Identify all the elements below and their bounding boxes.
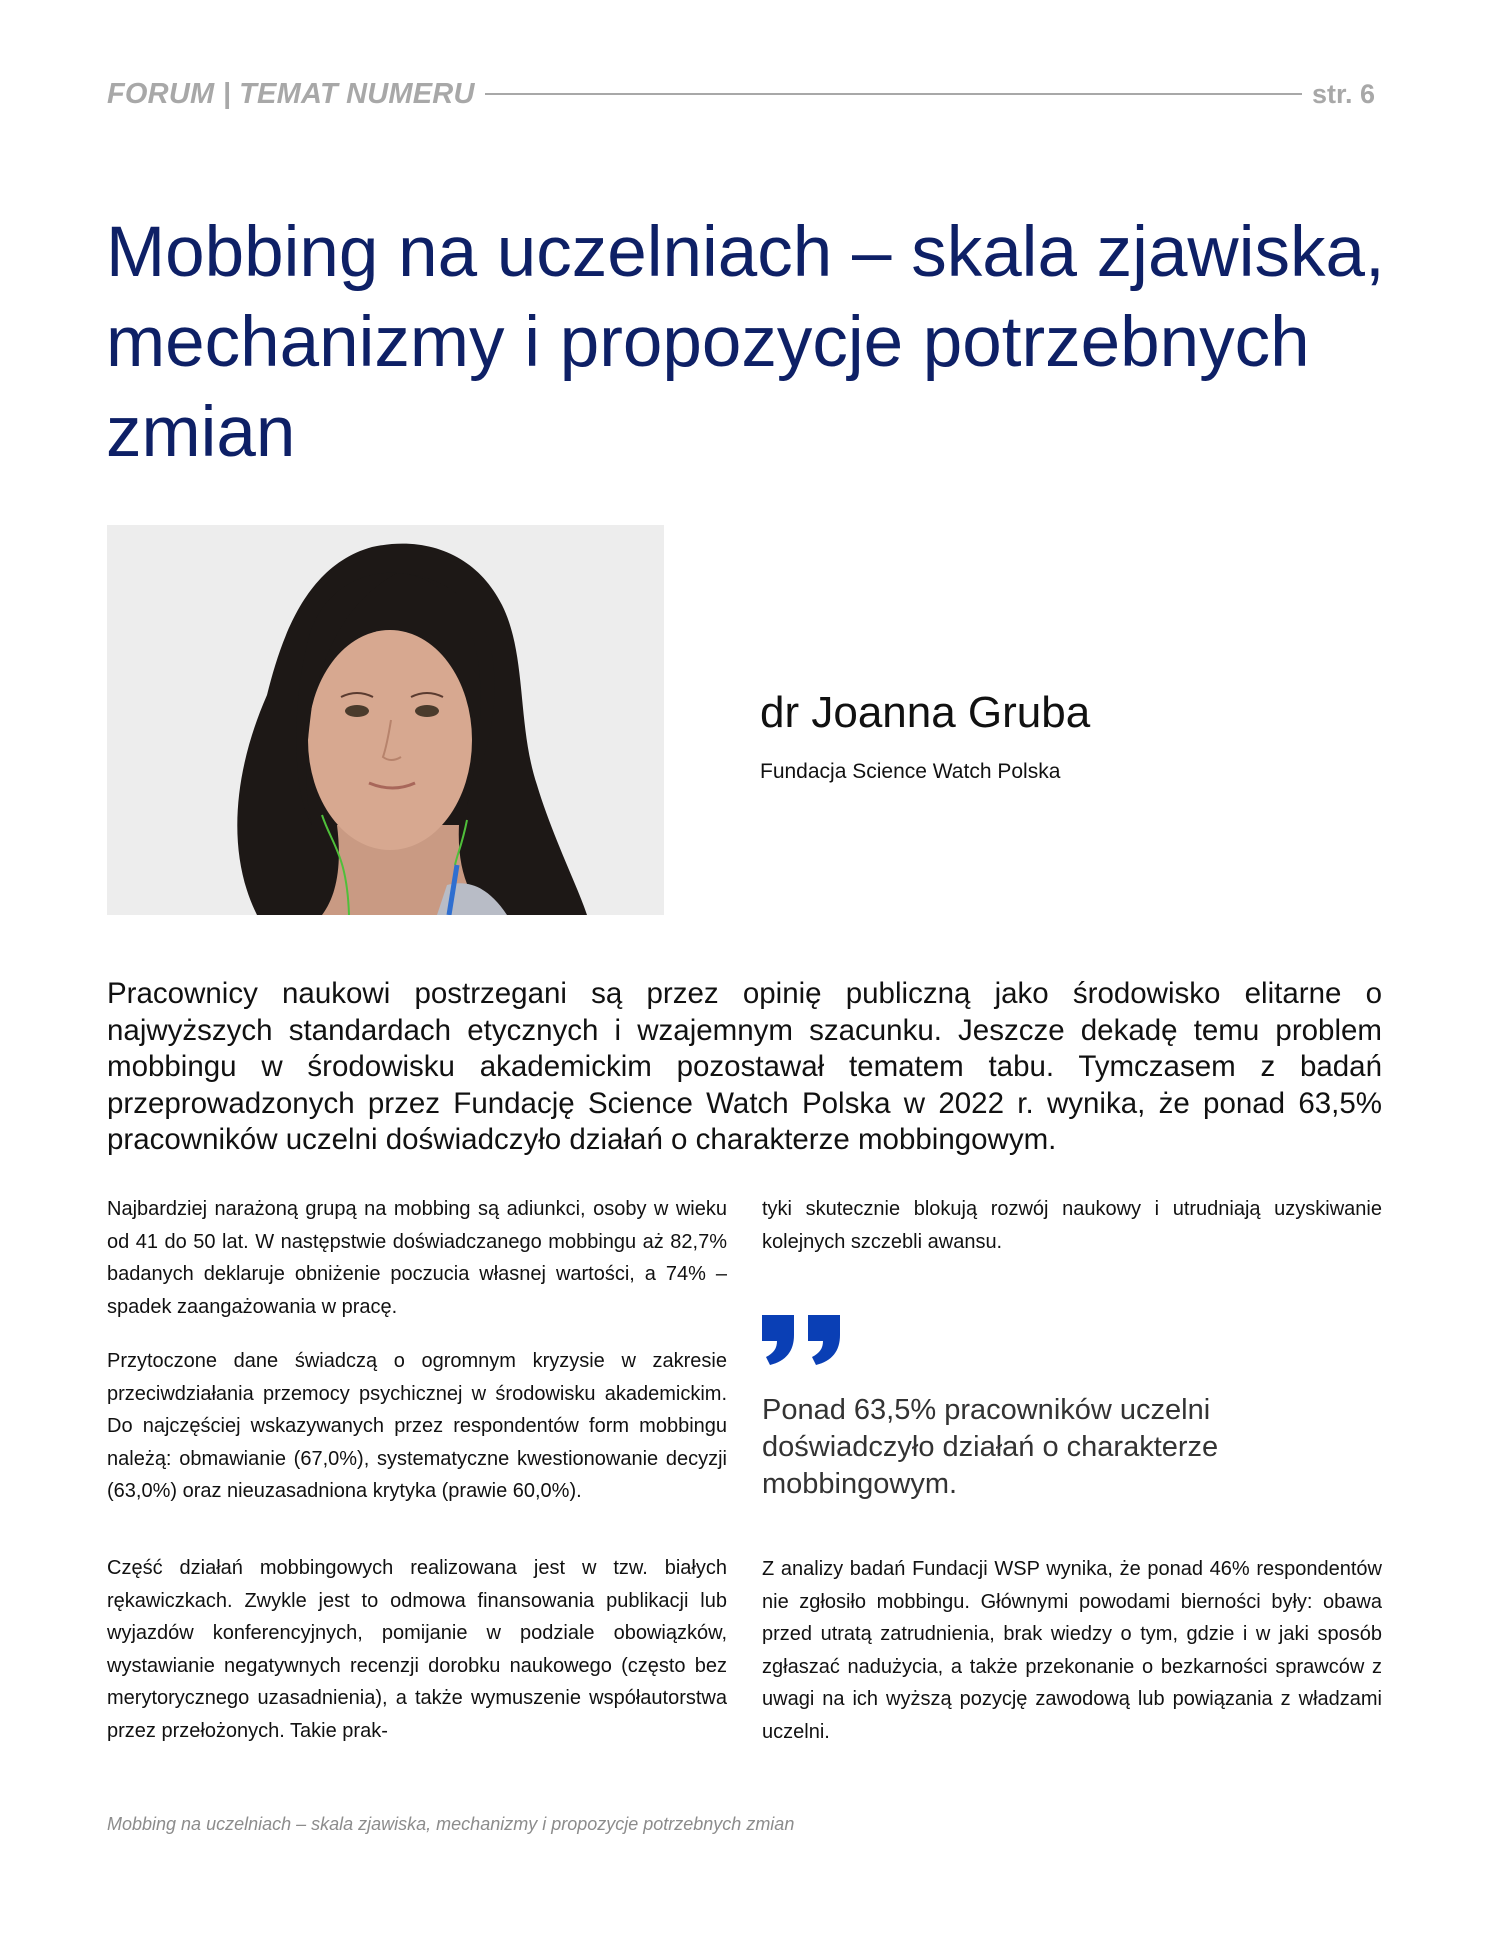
section-label: FORUM | TEMAT NUMERU bbox=[107, 77, 475, 110]
header-divider bbox=[485, 93, 1302, 95]
quote-mark-icon bbox=[760, 1313, 844, 1367]
lead-paragraph: Pracownicy naukowi postrzegani są przez opinię publiczną jako środowisko elitarne o najwyższych standardach etycznych i wzajemnym szacunku. Jeszcze dekadę temu problem mobbingu w środowisku akademickim pozostawał tematem tabu. Tymczasem z badań przeprowadzonych przez Fundację Science Watch Polska w 2022 r. wynika, że ponad 63,5% pracowników uczelni doświadczyło działań o charakterze mobbingowym. bbox=[107, 977, 1382, 1156]
body-paragraph: Część działań mobbingowych realizowana jest w tzw. białych rękawiczkach. Zwykle jest to odmowa finansowania publikacji lub wyjazdów konferencyjnych, pomijanie w podziale obowiązków, wystawianie negatywnych recenzji dorobku naukowego (często bez merytorycznego uzasadnienia), a także wymuszenie współautorstwa przez przełożonych. Takie prak- bbox=[107, 1557, 727, 1742]
author-name: dr Joanna Gruba bbox=[760, 688, 1091, 737]
body-paragraph: Przytoczone dane świadczą o ogromnym kryzysie w zakresie przeciwdziałania przemocy psychicznej w środowisku akademickim. Do najczęściej wskazywanych przez respondentów form mobbingu należą: obmawianie (67,0%), systematyczne kwestionowanie decyzji (63,0%) oraz nieuzasadniona krytyka (prawie 60,0%). bbox=[107, 1350, 727, 1502]
right-column-bottom bbox=[762, 1553, 1382, 1748]
portrait-illustration bbox=[107, 525, 664, 915]
author-organization: Fundacja Science Watch Polska bbox=[760, 760, 1061, 783]
pull-quote: Ponad 63,5% pracowników uczelni doświadczyło działań o charakterze mobbingowym. bbox=[762, 1394, 1219, 1500]
page-header bbox=[107, 76, 1375, 112]
body-paragraph: tyki skutecznie blokują rozwój naukowy i utrudniają uzyskiwanie kolejnych szczebli awansu. bbox=[762, 1198, 1382, 1253]
article-title: Mobbing na uczelniach – skala zjawiska, mechanizmy i propozycje potrzebnych zmian bbox=[106, 213, 1385, 472]
right-column-continuation bbox=[762, 1193, 1382, 1258]
body-paragraph: Z analizy badań Fundacji WSP wynika, że ponad 46% respondentów nie zgłosiło mobbingu. Głównymi powodami bierności były: obawa przed utratą zatrudnienia, brak wiedzy o tym, gdzie i w jaki sposób zgłaszać nadużycia, a także przekonanie o bezkarności sprawców z uwagi na ich wyższą pozycję zawodową lub powiązania z władzami uczelni. bbox=[762, 1558, 1382, 1743]
running-footer: Mobbing na uczelniach – skala zjawiska, mechanizmy i propozycje potrzebnych zmian bbox=[107, 1814, 795, 1834]
author-photo bbox=[107, 525, 664, 915]
page-number: str. 6 bbox=[1311, 78, 1375, 109]
left-column bbox=[107, 1193, 727, 1742]
body-paragraph: Najbardziej narażoną grupą na mobbing są adiunkci, osoby w wieku od 41 do 50 lat. W następstwie doświadczanego mobbingu aż 82,7% badanych deklaruje obniżenie poczucia własnej wartości, a 74% – spadek zaangażowania w pracę. bbox=[107, 1198, 727, 1318]
